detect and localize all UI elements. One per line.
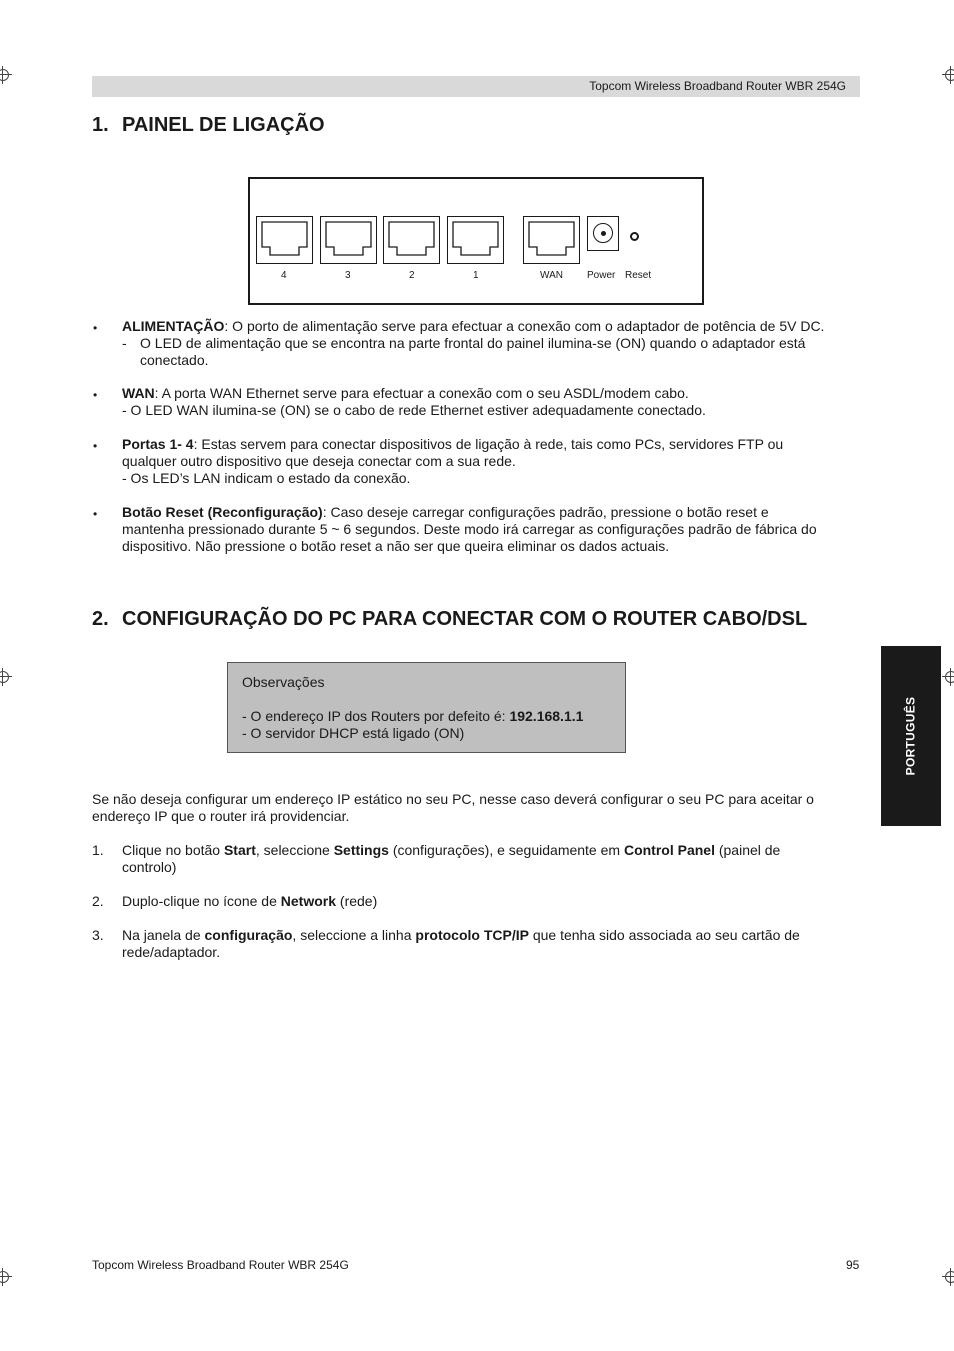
item-wan-line2: - O LED WAN ilumina-se (ON) se o cabo de rede Ethernet estiver adequadamente conectado. [122,402,706,418]
label-reset: Reset [625,270,652,281]
item-ports-line3: - Os LED’s LAN indicam o estado da conexão. [122,470,411,486]
step-1-text-e: (configurações), e seguidamente em [388,842,624,858]
item-wan-text: : A porta WAN Ethernet serve para efectuar a conexão com o seu ASDL/modem cabo. [154,385,689,401]
label-port-3: 3 [345,270,351,281]
step-1-control-panel: Control Panel [623,842,715,858]
lan-port-4 [256,216,313,264]
step-3-text-e: que tenha sido associada ao seu cartão de [528,927,800,943]
step-1 [122,842,862,859]
step-3-text-a: Na janela de [122,927,205,943]
item-power-sub-line1: O LED de alimentação que se encontra na parte frontal do painel ilumina-se (ON) quando o adaptador está [140,335,806,351]
item-reset-line3: dispositivo. Não pressione o botão reset a não ser que queira eliminar os dados actuais. [122,538,670,554]
label-port-2: 2 [409,270,415,281]
step-3-configuracao: configuração [204,927,293,943]
item-reset-text: : Caso deseje carregar configurações padrão, pressione o botão reset e [322,504,769,520]
notes-dhcp: - O servidor DHCP está ligado (ON) [242,725,465,741]
step-1-text-a: Clique no botão [122,842,224,858]
item-wan [122,385,862,402]
notes-heading: Observações [242,674,325,690]
page-number: 95 [846,1258,860,1272]
item-power-term: ALIMENTAÇÃO [122,318,225,334]
step-1-start: Start [223,842,256,858]
item-ports [122,436,862,453]
step-3-tcpip: protocolo TCP/IP [415,927,529,943]
step-1-text-g: (painel de [714,842,781,858]
label-port-4: 4 [281,270,287,281]
notes-ip-text: - O endereço IP dos Routers por defeito é: [242,708,510,724]
step-2-text-c: (rede) [336,893,378,909]
section-2-number: 2. [92,608,109,630]
item-reset [122,504,862,521]
section-2-title: CONFIGURAÇÃO DO PC PARA CONECTAR COM O ROUTER CABO/DSL [122,608,808,630]
bullet: • [93,507,98,521]
label-port-1: 1 [473,270,479,281]
section-1-number: 1. [92,114,109,136]
label-wan: WAN [540,270,563,281]
language-tab-label: PORTUGUÊS [903,696,918,776]
section-1-title: PAINEL DE LIGAÇÃO [122,114,325,136]
item-ports-term: Portas 1- 4 [122,436,194,452]
lan-port-3 [320,216,377,264]
lan-port-1 [447,216,504,264]
registration-mark-top-left [0,66,12,84]
notes-ip-value: 192.168.1.1 [509,708,584,724]
item-power-text: : O porto de alimentação serve para efectuar a conexão com o adaptador de potência de 5V DC. [224,318,825,334]
power-jack-icon [587,216,619,251]
registration-mark-bottom-right [942,1268,954,1286]
step-2-number: 2. [92,893,104,909]
step-3-text-c: , seleccione a linha [292,927,416,943]
item-wan-term: WAN [122,385,155,401]
step-1-text-c: , seleccione [255,842,334,858]
step-3-number: 3. [92,927,104,943]
wan-port [523,216,580,264]
registration-mark-bottom-left [0,1268,12,1286]
language-tab [881,646,941,826]
step-3 [122,927,862,944]
step-2 [122,893,862,910]
section-2-heading [92,607,807,631]
bullet: • [93,439,98,453]
item-ports-text: : Estas servem para conectar dispositivos de ligação à rede, tais como PCs, servidores FTP ou [193,436,784,452]
footer-title: Topcom Wireless Broadband Router WBR 254G [92,1258,349,1272]
item-power-sub-line2: conectado. [140,352,209,368]
running-header [92,76,860,97]
connection-panel-diagram [248,177,704,305]
item-power-sub-dash: - [122,335,127,351]
bullet: • [93,388,98,402]
step-1-number: 1. [92,842,104,858]
item-power [122,318,862,335]
step-2-text-a: Duplo-clique no ícone de [122,893,281,909]
item-reset-line2: mantenha pressionado durante 5 ~ 6 segundos. Deste modo irá carregar as configurações padrão de fábrica do [122,521,817,537]
item-reset-term: Botão Reset (Reconfiguração) [122,504,323,520]
intro-line2: endereço IP que o router irá providenciar. [92,808,350,824]
header-title: Topcom Wireless Broadband Router WBR 254G [589,79,846,93]
item-ports-line2: qualquer outro dispositivo que deseja conectar com a sua rede. [122,453,516,469]
registration-mark-mid-left [0,668,12,686]
label-power: Power [587,270,616,281]
registration-mark-mid-right [942,668,954,686]
bullet: • [93,321,98,335]
notes-ip [242,708,583,725]
reset-button-icon [630,232,639,241]
step-1-settings: Settings [333,842,389,858]
step-3-line2: rede/adaptador. [122,944,221,960]
lan-port-2 [383,216,440,264]
notes-box [227,662,626,753]
section-1-heading [92,113,325,137]
intro-line1: Se não deseja configurar um endereço IP estático no seu PC, nesse caso deverá configurar o seu PC para aceitar o [92,791,814,807]
registration-mark-top-right [942,66,954,84]
step-2-network: Network [280,893,337,909]
step-1-line2: controlo) [122,859,177,875]
